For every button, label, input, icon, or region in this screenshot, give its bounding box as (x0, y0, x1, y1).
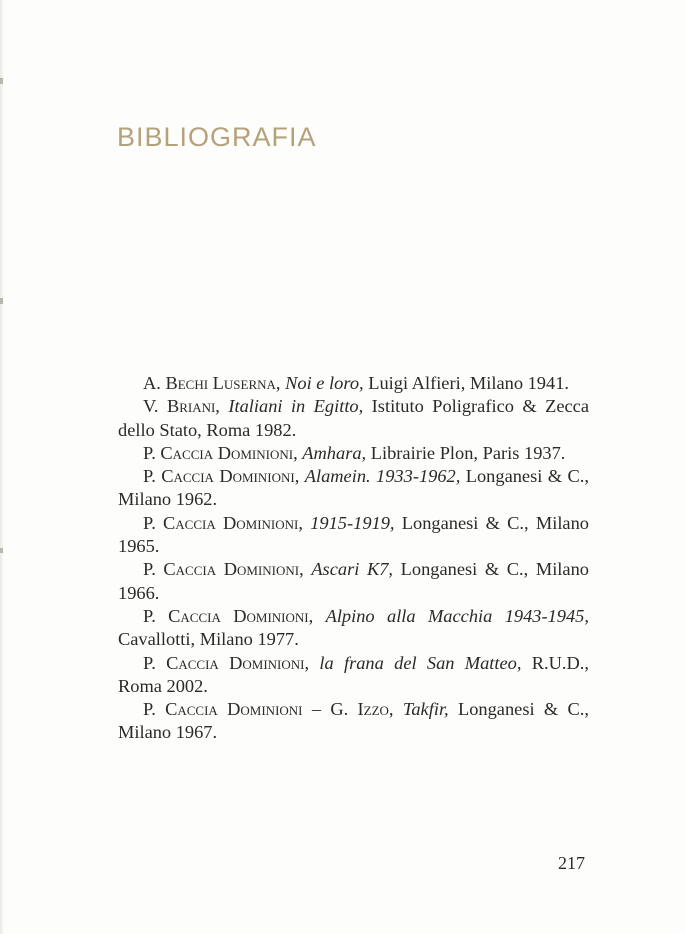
bibliography-entry (118, 442, 589, 465)
bibliography-entry (118, 605, 589, 652)
entry-author: A. Bechi Luserna, (143, 373, 281, 393)
entry-author: V. Briani, (143, 396, 220, 417)
entry-work: Amhara, (302, 442, 367, 463)
entry-work: Noi e loro, (285, 373, 364, 393)
entry-author: P. Caccia Dominioni, (143, 605, 314, 626)
entry-author: P. Caccia Dominioni, (143, 512, 303, 533)
entry-work: Ascari K7, (311, 559, 394, 580)
entry-publication: Cavallotti, Milano 1977. (118, 629, 299, 650)
bibliography-list (118, 372, 589, 745)
entry-publication: Librairie Plon, Paris 1937. (370, 442, 566, 463)
entry-publication: Longanesi & C., Milano 1962. (118, 466, 589, 510)
entry-author: P. Caccia Dominioni, (143, 559, 304, 580)
bibliography-entry (118, 465, 589, 512)
bibliography-entry (118, 558, 589, 605)
bibliography-entry (118, 698, 589, 745)
bibliography-entry (118, 372, 589, 395)
entry-publication: Longanesi & C., Milano 1966. (118, 559, 589, 603)
entry-work: Alamein. 1933-1962, (304, 466, 461, 487)
entry-publication: R.U.D., Roma 2002. (118, 652, 589, 696)
entry-publication: Longanesi & C., Milano 1965. (118, 512, 589, 557)
binding-mark (0, 78, 3, 84)
entry-work: Takfir, (402, 699, 449, 720)
entry-author: P. Caccia Dominioni, (143, 442, 298, 463)
bibliography-entry (118, 395, 589, 442)
binding-mark (0, 298, 3, 304)
entry-work: Italiani in Egitto, (228, 396, 364, 417)
entry-publication: Longanesi & C., Milano 1967. (118, 699, 589, 743)
page-title: BIBLIOGRAFIA (117, 122, 317, 152)
entry-work: la frana del San Matteo, (319, 652, 522, 673)
page-edge (0, 0, 4, 934)
entry-author: P. Caccia Dominioni, (143, 466, 300, 487)
binding-mark (0, 548, 3, 553)
entry-author: P. Caccia Dominioni, (143, 652, 310, 673)
entry-publication: Luigi Alfieri, Milano 1941. (368, 373, 569, 393)
entry-work: Alpino alla Macchia 1943-1945, (325, 605, 589, 626)
bibliography-entry (118, 652, 589, 699)
page-number: 217 (558, 853, 585, 873)
bibliography-entry (118, 512, 589, 559)
entry-author: P. Caccia Dominioni – G. Izzo, (143, 699, 394, 720)
entry-publication: Istituto Poligrafico & Zecca dello Stato, Roma 1982. (118, 396, 589, 440)
entry-work: 1915-1919, (310, 512, 395, 533)
